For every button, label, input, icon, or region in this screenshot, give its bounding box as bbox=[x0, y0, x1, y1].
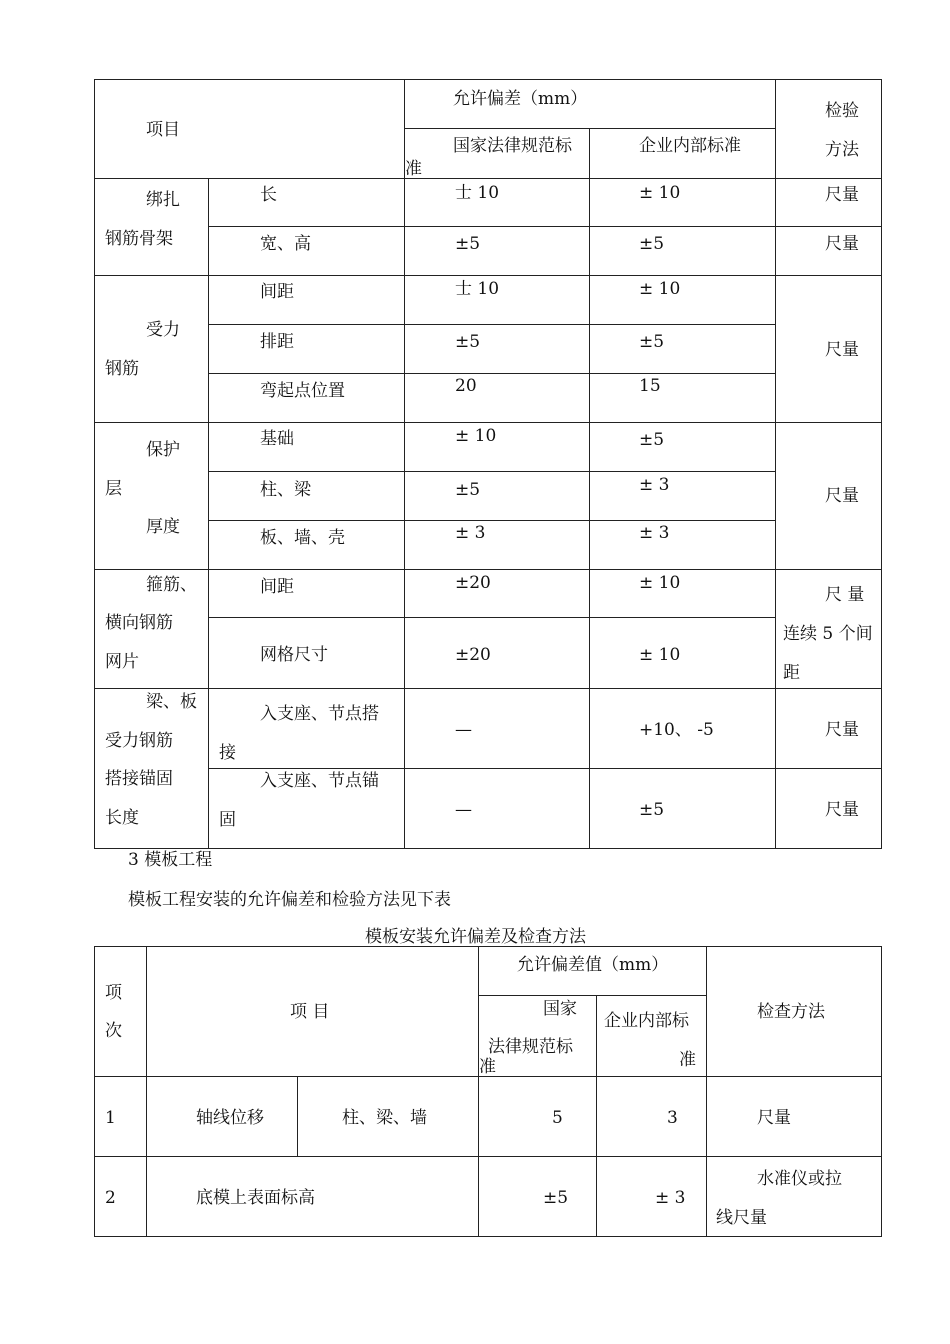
row-item: 柱、梁 bbox=[260, 480, 311, 500]
row-internal: ± 10 bbox=[639, 573, 681, 593]
group-name-line: 绑扎 bbox=[146, 190, 180, 210]
table-cell bbox=[590, 227, 776, 276]
table-cell bbox=[405, 276, 590, 325]
header-internal: 企业内部标准 bbox=[639, 136, 741, 156]
table-cell bbox=[590, 423, 776, 472]
row-national: ±5 bbox=[455, 234, 481, 254]
row-index: 1 bbox=[105, 1108, 116, 1128]
group-name-line: 网片 bbox=[105, 652, 139, 672]
header-national-line2: 准 bbox=[405, 159, 422, 179]
header-tolerance-cell bbox=[405, 80, 776, 129]
group-name-line: 厚度 bbox=[146, 517, 180, 537]
table-cell bbox=[209, 423, 405, 472]
table-cell bbox=[405, 423, 590, 472]
row-item: 网格尺寸 bbox=[260, 645, 328, 665]
row-method: 尺量 bbox=[825, 720, 859, 740]
row-national: ±5 bbox=[455, 332, 481, 352]
row-national: — bbox=[455, 800, 472, 820]
group-method-line: 尺 量 bbox=[825, 585, 865, 605]
row-national: 士 10 bbox=[455, 279, 500, 299]
group-method-line: 距 bbox=[783, 663, 800, 683]
group-name-line: 受力 bbox=[146, 320, 180, 340]
row-national: ±5 bbox=[543, 1188, 569, 1208]
table-cell bbox=[405, 689, 590, 769]
table-cell bbox=[209, 570, 405, 618]
row-internal: +10、 -5 bbox=[639, 720, 714, 740]
row-internal: ±5 bbox=[639, 430, 665, 450]
header-national-cell bbox=[479, 996, 597, 1077]
table-cell bbox=[597, 1157, 707, 1237]
row-item: 弯起点位置 bbox=[260, 381, 345, 401]
table-cell bbox=[147, 1077, 298, 1157]
row-item: 间距 bbox=[260, 282, 294, 302]
rebar-tolerance-table bbox=[94, 79, 882, 849]
header-tolerance: 允许偏差（mm） bbox=[453, 89, 588, 109]
group-name-line: 受力钢筋 bbox=[105, 731, 173, 751]
group-method: 尺量 bbox=[825, 486, 859, 506]
table-cell bbox=[209, 179, 405, 227]
header-national-line3: 准 bbox=[479, 1057, 496, 1077]
table-cell bbox=[209, 618, 405, 689]
row-item-line: 接 bbox=[219, 743, 236, 763]
table-cell bbox=[776, 179, 882, 227]
row-internal: ± 10 bbox=[639, 279, 681, 299]
row-internal: ± 3 bbox=[639, 475, 670, 495]
table-cell bbox=[209, 276, 405, 325]
row-item: 板、墙、壳 bbox=[260, 528, 345, 548]
row-item: 基础 bbox=[260, 429, 294, 449]
row-national: 士 10 bbox=[455, 183, 500, 203]
table-cell bbox=[405, 521, 590, 570]
row-internal: ±5 bbox=[639, 332, 665, 352]
row-internal: ±5 bbox=[639, 234, 665, 254]
row-national: — bbox=[455, 720, 472, 740]
row-internal: ± 10 bbox=[639, 645, 681, 665]
row-method: 尺量 bbox=[825, 800, 859, 820]
header-item-cell bbox=[95, 80, 405, 179]
header-national-line1: 国家法律规范标 bbox=[453, 136, 572, 156]
table-cell bbox=[405, 325, 590, 374]
table-cell bbox=[405, 472, 590, 521]
row-item: 排距 bbox=[260, 332, 294, 352]
row-item: 宽、高 bbox=[260, 234, 311, 254]
table-cell bbox=[590, 374, 776, 423]
header-method-cell bbox=[776, 80, 882, 179]
row-method-line: 线尺量 bbox=[716, 1208, 767, 1228]
table-caption: 模板安装允许偏差及检查方法 bbox=[365, 927, 586, 947]
header-national-line2: 法律规范标 bbox=[488, 1037, 573, 1057]
row-item: 轴线位移 bbox=[196, 1108, 264, 1128]
table-cell bbox=[597, 1077, 707, 1157]
header-national-cell bbox=[405, 129, 590, 179]
table-cell bbox=[209, 521, 405, 570]
formwork-tolerance-table bbox=[94, 946, 882, 1237]
group-method: 尺量 bbox=[825, 340, 859, 360]
group-name-cell bbox=[95, 423, 209, 570]
header-national-line1: 国家 bbox=[543, 999, 577, 1019]
row-national: 20 bbox=[455, 376, 477, 396]
header-index-cell bbox=[95, 947, 147, 1077]
header-internal-cell bbox=[590, 129, 776, 179]
group-name-line: 钢筋 bbox=[105, 359, 139, 379]
table-cell bbox=[776, 689, 882, 769]
table-cell bbox=[590, 570, 776, 618]
table-cell bbox=[590, 472, 776, 521]
row-national: ± 10 bbox=[455, 426, 497, 446]
group-name-line: 横向钢筋 bbox=[105, 613, 173, 633]
header-item: 项 目 bbox=[290, 1002, 330, 1022]
table-cell bbox=[405, 769, 590, 849]
table-cell bbox=[590, 325, 776, 374]
group-name-line: 钢筋骨架 bbox=[105, 229, 173, 249]
group-name-line: 长度 bbox=[105, 808, 139, 828]
header-item-cell bbox=[147, 947, 479, 1077]
table-cell bbox=[95, 1157, 147, 1237]
table-cell bbox=[298, 1077, 479, 1157]
group-name-cell bbox=[95, 179, 209, 276]
header-method-cell bbox=[707, 947, 882, 1077]
table-cell bbox=[95, 1077, 147, 1157]
header-index-line2: 次 bbox=[105, 1021, 122, 1041]
row-index: 2 bbox=[105, 1188, 116, 1208]
group-name-line: 箍筋、 bbox=[146, 575, 197, 595]
row-method: 尺量 bbox=[825, 234, 859, 254]
group-name-cell bbox=[95, 276, 209, 423]
table-cell bbox=[405, 570, 590, 618]
row-internal: ± 10 bbox=[639, 183, 681, 203]
table-cell bbox=[405, 618, 590, 689]
row-internal: ± 3 bbox=[639, 523, 670, 543]
header-internal-line2: 准 bbox=[679, 1050, 696, 1070]
group-name-cell bbox=[95, 570, 209, 689]
table-cell bbox=[590, 689, 776, 769]
table-cell bbox=[209, 374, 405, 423]
table-cell bbox=[405, 227, 590, 276]
table-cell bbox=[479, 1157, 597, 1237]
header-index-line1: 项 bbox=[105, 983, 122, 1003]
table-cell bbox=[209, 472, 405, 521]
row-national: 5 bbox=[552, 1108, 563, 1128]
row-method-line: 尺量 bbox=[757, 1108, 791, 1128]
table-cell bbox=[147, 1157, 479, 1237]
row-item-line: 固 bbox=[219, 810, 236, 830]
row-national: ±5 bbox=[455, 480, 481, 500]
header-internal-line1: 企业内部标 bbox=[604, 1011, 689, 1031]
table-cell bbox=[405, 179, 590, 227]
table-cell bbox=[405, 374, 590, 423]
table-cell bbox=[209, 689, 405, 769]
header-method-line1: 检验 bbox=[825, 101, 859, 121]
row-sub-item: 柱、梁、墙 bbox=[342, 1108, 427, 1128]
table-cell bbox=[590, 769, 776, 849]
group-method-line: 连续 5 个间 bbox=[783, 624, 873, 644]
row-method: 尺量 bbox=[825, 185, 859, 205]
section-text: 模板工程安装的允许偏差和检验方法见下表 bbox=[128, 890, 451, 910]
row-national: ±20 bbox=[455, 573, 491, 593]
row-item-line: 入支座、节点搭 bbox=[260, 704, 379, 724]
table-cell bbox=[590, 179, 776, 227]
table-cell bbox=[590, 521, 776, 570]
table-cell bbox=[209, 227, 405, 276]
group-name-line: 保护 bbox=[146, 440, 180, 460]
header-method: 检查方法 bbox=[757, 1002, 825, 1022]
row-national: ±20 bbox=[455, 645, 491, 665]
group-name-line: 搭接锚固 bbox=[105, 769, 173, 789]
table-cell bbox=[776, 227, 882, 276]
table-cell bbox=[209, 769, 405, 849]
group-method-cell bbox=[776, 570, 882, 689]
table-cell bbox=[209, 325, 405, 374]
group-name-cell bbox=[95, 689, 209, 849]
table-cell bbox=[590, 618, 776, 689]
header-internal-cell bbox=[597, 996, 707, 1077]
row-item: 底模上表面标高 bbox=[196, 1188, 315, 1208]
header-method-line2: 方法 bbox=[825, 140, 859, 160]
group-method-cell bbox=[776, 423, 882, 570]
row-item-line: 入支座、节点锚 bbox=[260, 771, 379, 791]
row-internal: ±5 bbox=[639, 800, 665, 820]
table-cell bbox=[707, 1157, 882, 1237]
group-name-line: 层 bbox=[105, 479, 122, 499]
row-national: ± 3 bbox=[455, 523, 486, 543]
header-tolerance: 允许偏差值（mm） bbox=[517, 955, 669, 975]
row-method-line: 水准仪或拉 bbox=[757, 1169, 842, 1189]
row-internal: ± 3 bbox=[655, 1188, 686, 1208]
group-name-line: 梁、板 bbox=[146, 692, 197, 712]
table-cell bbox=[707, 1077, 882, 1157]
row-item: 长 bbox=[260, 185, 277, 205]
group-method-cell bbox=[776, 276, 882, 423]
header-tolerance-cell bbox=[479, 947, 707, 996]
header-item: 项目 bbox=[146, 120, 180, 140]
section-heading: 3 模板工程 bbox=[128, 850, 213, 870]
table-cell bbox=[590, 276, 776, 325]
row-internal: 15 bbox=[639, 376, 661, 396]
table-cell bbox=[776, 769, 882, 849]
table-cell bbox=[479, 1077, 597, 1157]
row-internal: 3 bbox=[667, 1108, 678, 1128]
row-item: 间距 bbox=[260, 577, 294, 597]
